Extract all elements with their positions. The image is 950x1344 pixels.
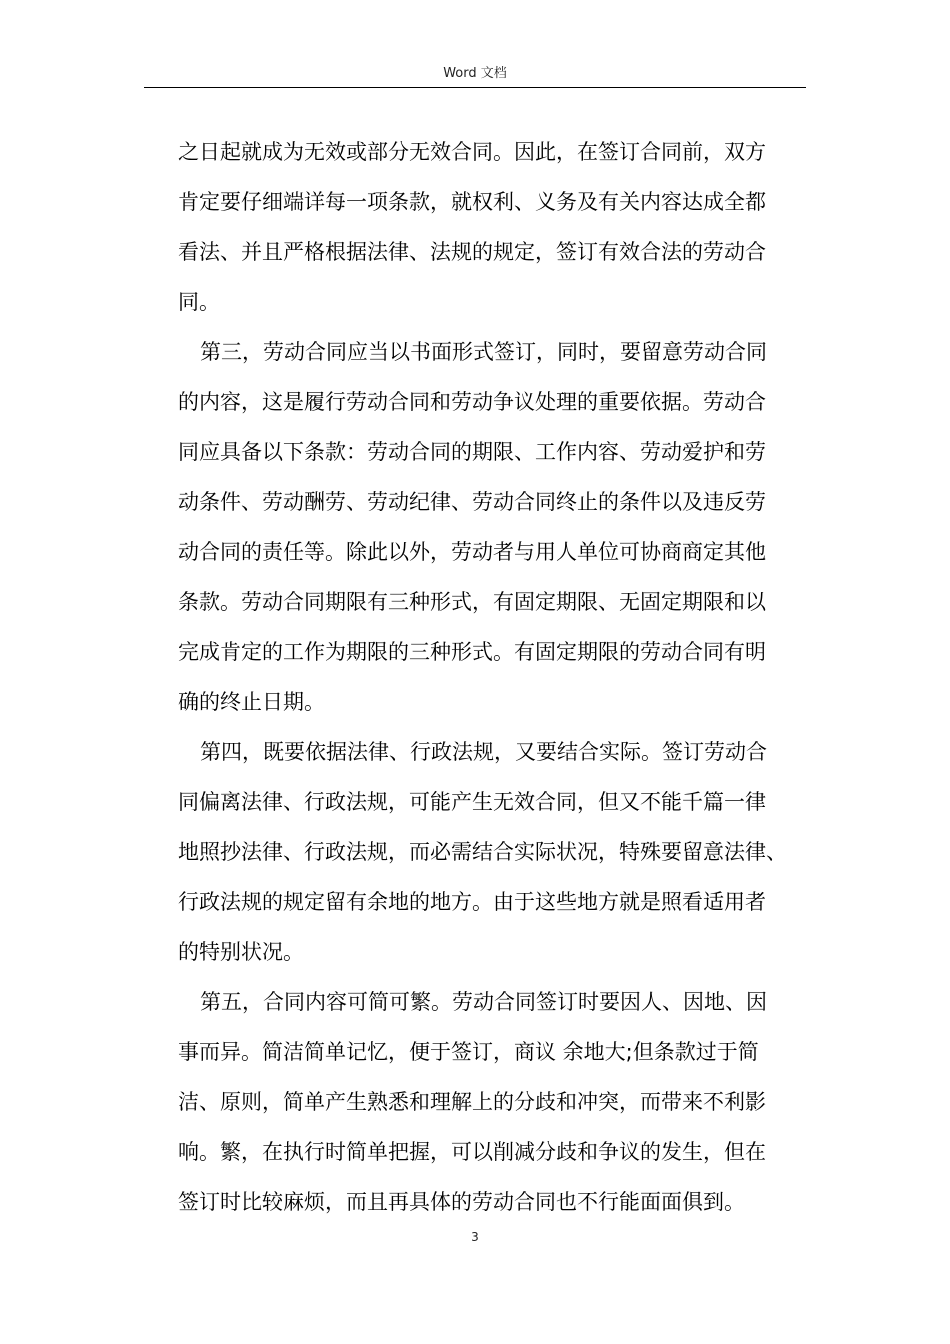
paragraph-2-line-4: 动条件、劳动酬劳、劳动纪律、劳动合同终止的条件以及违反劳: [178, 490, 766, 514]
paragraph-3-line-2: 同偏离法律、行政法规，可能产生无效合同，但又不能千篇一律: [178, 790, 766, 814]
paragraph-1-line-2: 肯定要仔细端详每一项条款，就权利、义务及有关内容达成全都: [178, 190, 766, 214]
paragraph-4-line-1: 第五，合同内容可简可繁。劳动合同签订时要因人、因地、因: [200, 990, 767, 1014]
paragraph-2-line-7: 完成肯定的工作为期限的三种形式。有固定期限的劳动合同有明: [178, 640, 766, 664]
paragraph-4-line-3: 洁、原则，简单产生熟悉和理解上的分歧和冲突，而带来不利影: [178, 1090, 766, 1114]
paragraph-2-line-3: 同应具备以下条款：劳动合同的期限、工作内容、劳动爱护和劳: [178, 440, 766, 464]
paragraph-1-line-1: 之日起就成为无效或部分无效合同。因此，在签订合同前，双方: [178, 140, 766, 164]
paragraph-3-line-3: 地照抄法律、行政法规，而必需结合实际状况，特殊要留意法律、: [178, 840, 787, 864]
paragraph-2-line-5: 动合同的责任等。除此以外，劳动者与用人单位可协商商定其他: [178, 540, 766, 564]
document-body: [178, 127, 818, 1227]
paragraph-1-line-3: 看法、并且严格根据法律、法规的规定，签订有效合法的劳动合: [178, 240, 766, 264]
paragraph-2-line-6: 条款。劳动合同期限有三种形式，有固定期限、无固定期限和以: [178, 590, 766, 614]
page-header-title: Word 文档: [443, 66, 507, 81]
paragraph-2-line-8: 确的终止日期。: [178, 690, 325, 714]
paragraph-1-line-4: 同。: [178, 290, 220, 314]
paragraph-4-line-4: 响。繁，在执行时简单把握，可以削减分歧和争议的发生，但在: [178, 1140, 766, 1164]
page-number: 3: [471, 1230, 479, 1244]
header-divider: [144, 87, 806, 88]
paragraph-4-line-2: 事而异。简洁简单记忆，便于签订，商议 余地大;但条款过于简: [178, 1040, 759, 1064]
paragraph-3-line-5: 的特别状况。: [178, 940, 304, 964]
paragraph-2-line-1: 第三，劳动合同应当以书面形式签订，同时，要留意劳动合同: [200, 340, 767, 364]
paragraph-3-line-4: 行政法规的规定留有余地的地方。由于这些地方就是照看适用者: [178, 890, 766, 914]
paragraph-2-line-2: 的内容，这是履行劳动合同和劳动争议处理的重要依据。劳动合: [178, 390, 766, 414]
paragraph-4-line-5: 签订时比较麻烦，而且再具体的劳动合同也不行能面面俱到。: [178, 1190, 745, 1214]
paragraph-3-line-1: 第四，既要依据法律、行政法规，又要结合实际。签订劳动合: [200, 740, 767, 764]
